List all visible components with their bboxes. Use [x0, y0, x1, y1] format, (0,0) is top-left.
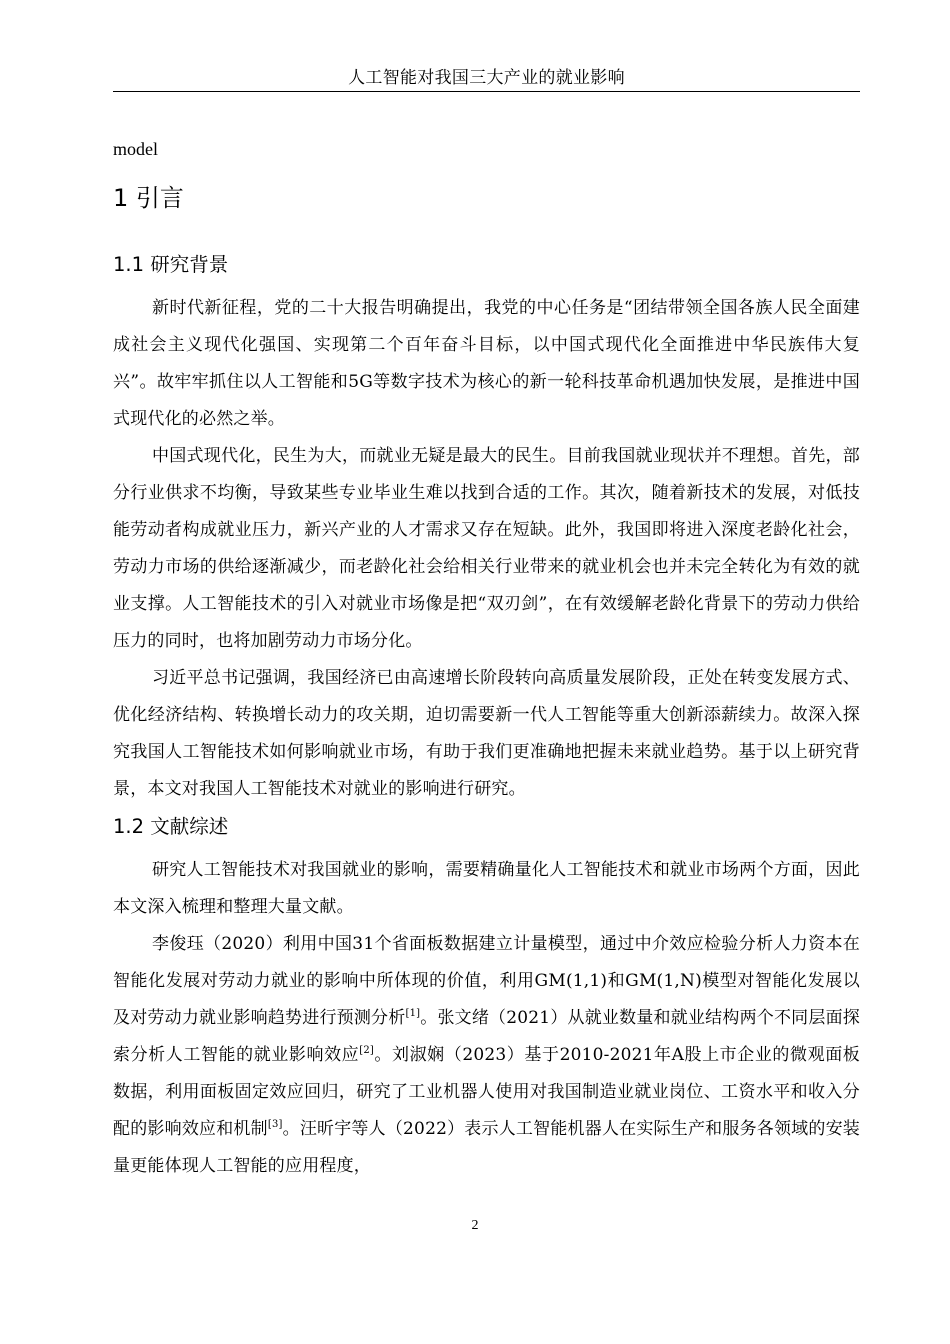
- paragraph-text: 。刘淑娴（2023）基于2010-2021年A股上市企业的微观面板数据，利用面板固定效应回归，研究了工业机器人使用对我国制造业就业岗位、工资水平和收入分配的影响效应和机制: [113, 1045, 860, 1139]
- paragraph-text: 新时代新征程，党的二十大报告明确提出，我党的中心任务是“团结带领全国各族人民全面建成社会主义现代化强国、实现第二个百年奋斗目标，以中国式现代化全面推进中华民族伟大复兴”。故牢牢抓住以人工智能和5G等数字技术为核心的新一轮科技革命机遇加快发展，是推进中国式现代化的必然之举。: [113, 298, 860, 429]
- citation-reference[interactable]: [1]: [405, 1008, 421, 1019]
- citation-reference[interactable]: [2]: [359, 1045, 375, 1056]
- header-rule: [113, 91, 860, 92]
- body-paragraph: [113, 660, 860, 808]
- body-paragraph: [113, 852, 860, 926]
- leading-text: model: [113, 139, 158, 159]
- paragraph-text: 。汪昕宇等人（2022）表示人工智能机器人在实际生产和服务各领域的安装量更能体现人工智能的应用程度，: [113, 1119, 860, 1176]
- paragraph-text: 。张文绪（2021）从就业数量和就业结构两个不同层面探索分析人工智能的就业影响效应: [113, 1008, 860, 1065]
- body-paragraph: [113, 290, 860, 438]
- page-number: 2: [471, 1218, 479, 1233]
- paragraph-text: 中国式现代化，民生为大，而就业无疑是最大的民生。目前我国就业现状并不理想。首先，部分行业供求不均衡，导致某些专业毕业生难以找到合适的工作。其次，随着新技术的发展，对低技能劳动者构成就业压力，新兴产业的人才需求又存在短缺。此外，我国即将进入深度老龄化社会，劳动力市场的供给逐渐减少，而老龄化社会给相关行业带来的就业机会也并未完全转化为有效的就业支撑。人工智能技术的引入对就业市场像是把“双刃剑”，在有效缓解老龄化背景下的劳动力供给压力的同时，也将加剧劳动力市场分化。: [113, 446, 860, 651]
- page-body: [113, 132, 860, 1185]
- body-paragraph: [113, 438, 860, 660]
- running-header-title: 人工智能对我国三大产业的就业影响: [348, 68, 625, 88]
- subsection-heading: 1.1 研究背景: [113, 253, 229, 276]
- subsection-body: [113, 852, 860, 1185]
- paragraph-text: 李俊珏（2020）利用中国31个省面板数据建立计量模型，通过中介效应检验分析人力资本在智能化发展对劳动力就业的影响中所体现的价值，利用GM(1,1)和GM(1,N)模型对智能化发展以及对劳动力就业影响趋势进行预测分析: [113, 934, 860, 1028]
- subsection-body: [113, 290, 860, 808]
- subsection-heading: 1.2 文献综述: [113, 815, 229, 838]
- paragraph-text: 研究人工智能技术对我国就业的影响，需要精确量化人工智能技术和就业市场两个方面，因此本文深入梳理和整理大量文献。: [113, 860, 860, 917]
- paragraph-text: 习近平总书记强调，我国经济已由高速增长阶段转向高质量发展阶段，正处在转变发展方式、优化经济结构、转换增长动力的攻关期，迫切需要新一代人工智能等重大创新添薪续力。故深入探究我国人工智能技术如何影响就业市场，有助于我们更准确地把握未来就业趋势。基于以上研究背景，本文对我国人工智能技术对就业的影响进行研究。: [113, 668, 860, 799]
- section-heading: 1 引言: [113, 184, 184, 212]
- citation-reference[interactable]: [3]: [267, 1119, 283, 1130]
- body-paragraph: [113, 926, 860, 1185]
